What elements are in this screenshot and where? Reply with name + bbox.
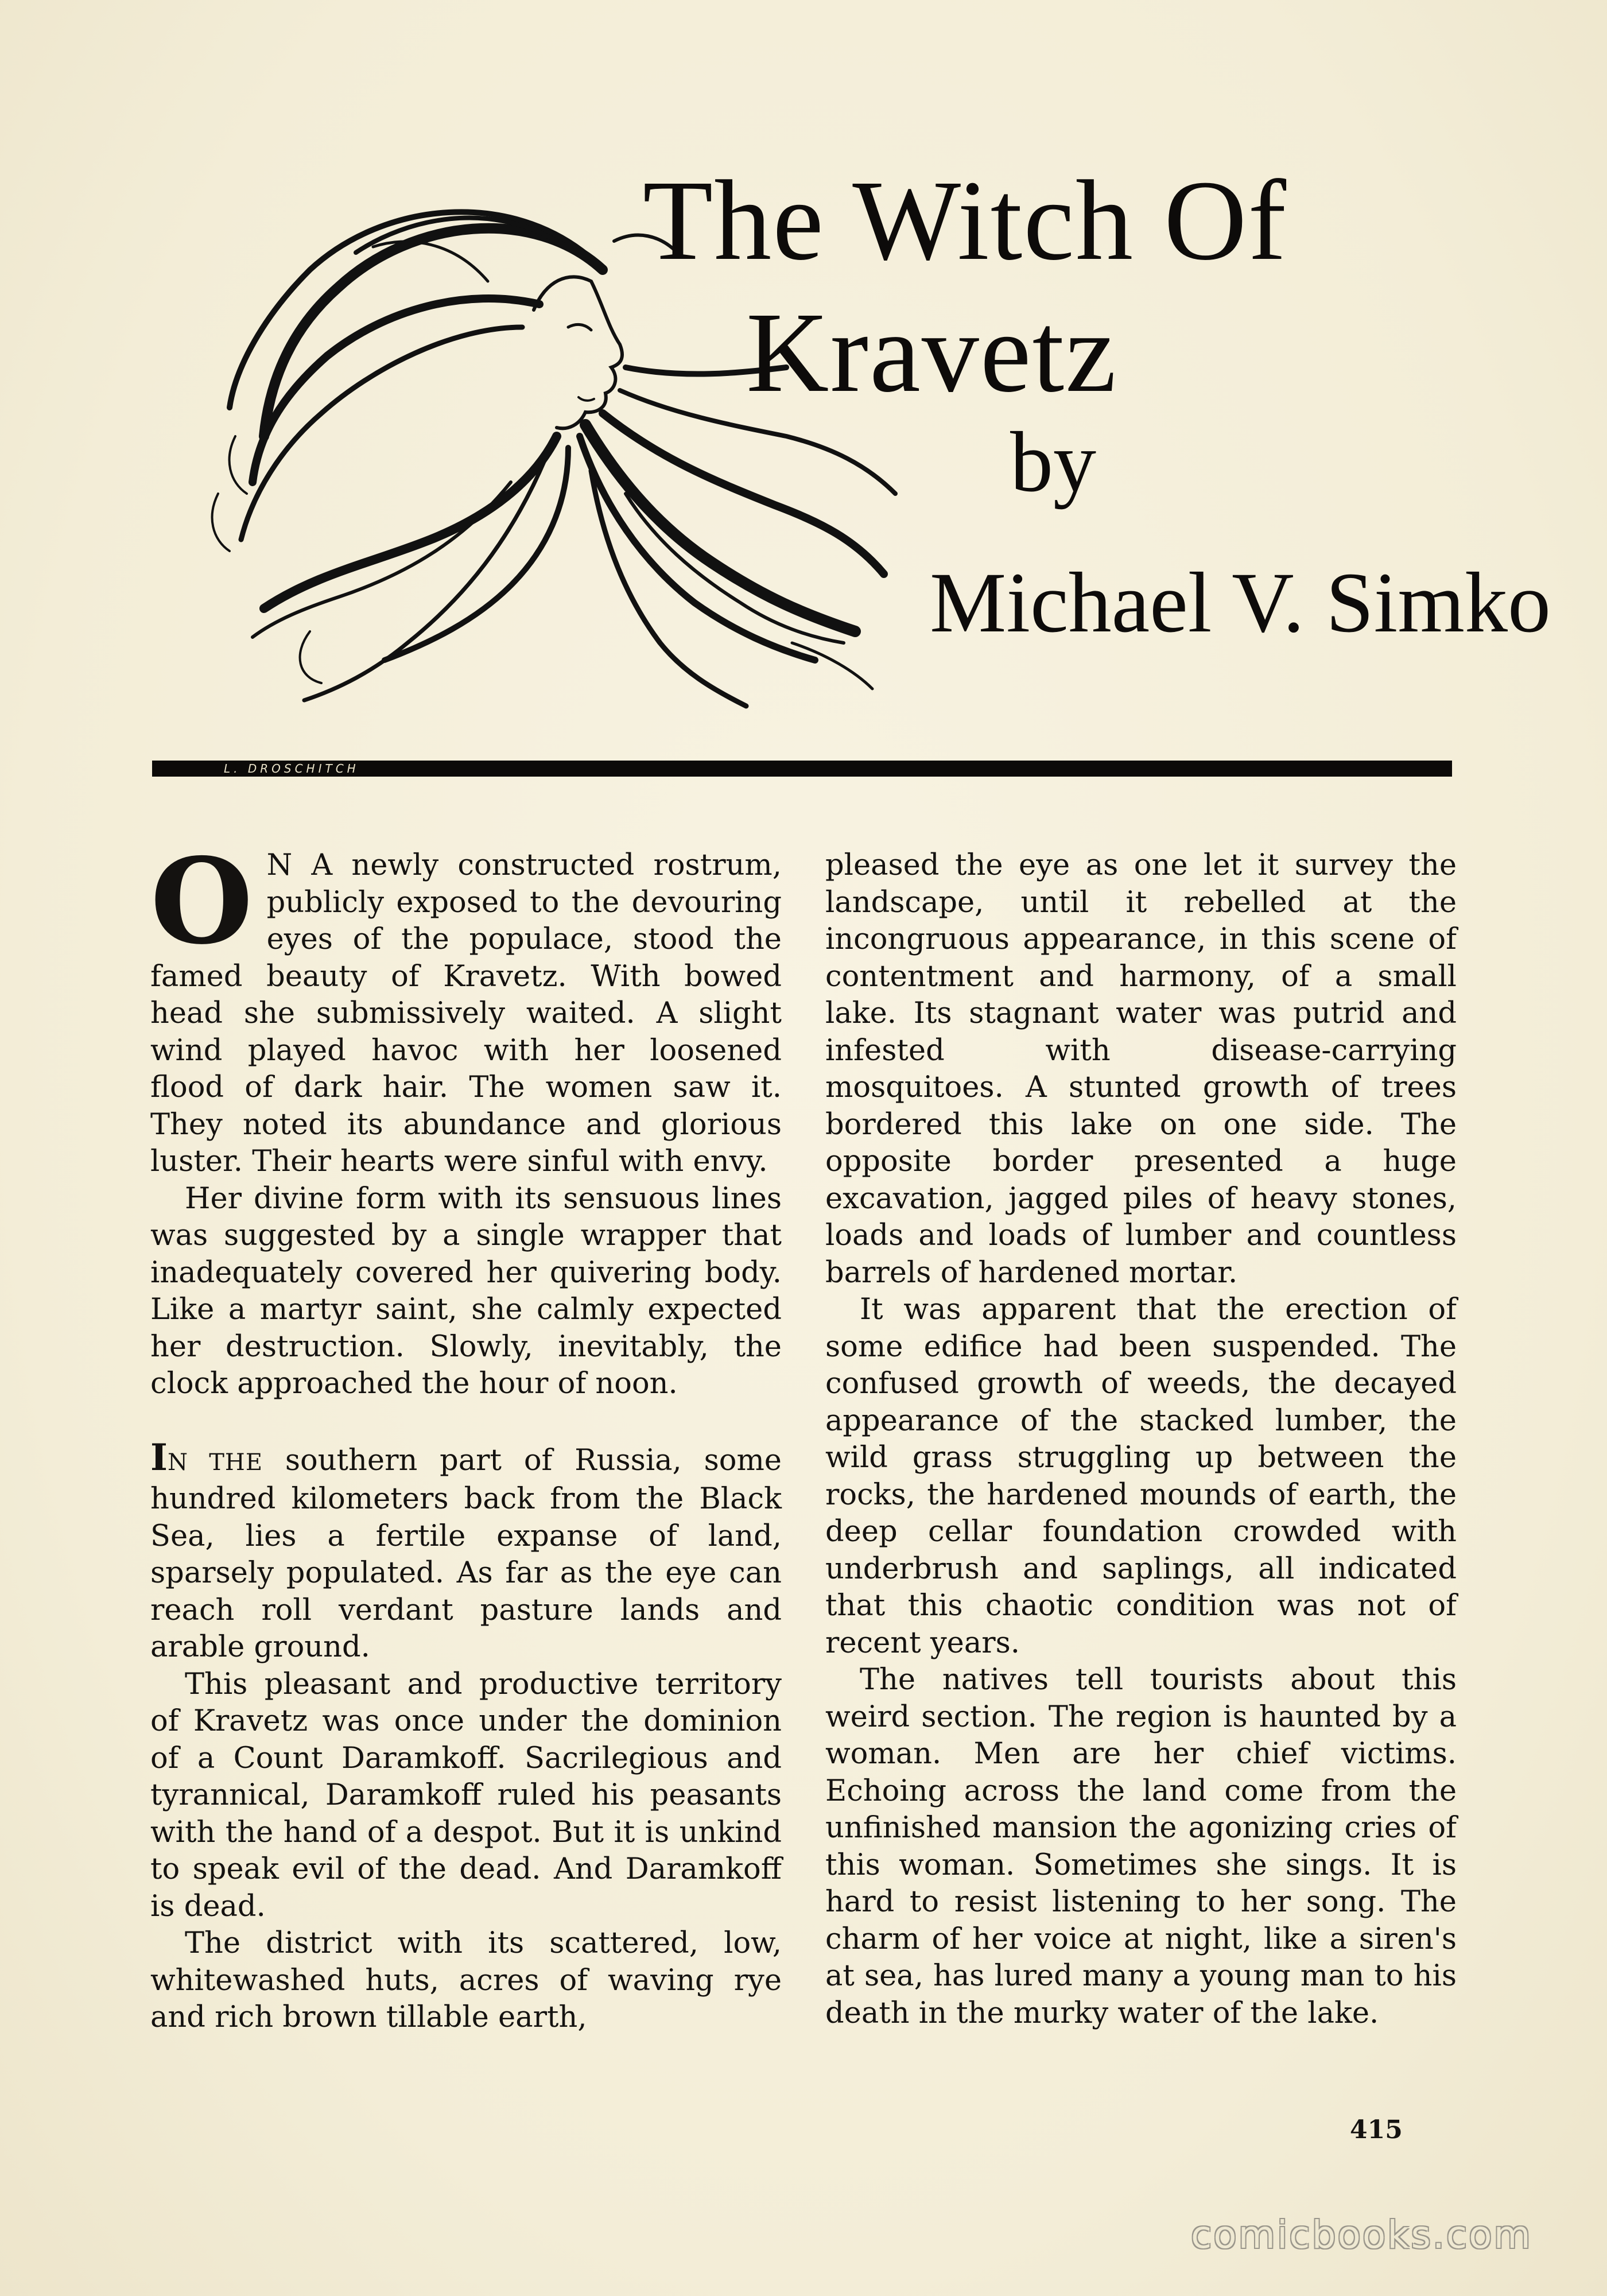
byline-author: Michael V. Simko xyxy=(930,555,1551,650)
right-column xyxy=(825,847,1457,2032)
byline-by: by xyxy=(1010,414,1096,510)
watermark: comicbooks.com xyxy=(1191,2213,1532,2257)
title-line-2: Kravetz xyxy=(746,289,1117,416)
paragraph: This pleasant and productive territory of Kravetz was once under the dominion of a Count Daramkoff. Sacrilegious and tyrannical, Daramkoff ruled his peasants with the hand of a despot. But it is unkind to speak evil of the dead. And Daramkoff is dead. xyxy=(150,1667,782,1923)
paragraph: pleased the eye as one let it survey the landscape, until it rebelled at the incongruous appearance, in this scene of contentment and harmony, of a small lake. Its stagnant water was putrid and infested with disease-carrying mosquitoes. A stunted growth of trees bordered this lake on one side. The opposite border presented a huge excavation, jagged piles of heavy stones, loads and loads of lumber and countless barrels of hardened mortar. xyxy=(825,848,1457,1290)
drop-cap: O xyxy=(150,833,253,971)
left-column xyxy=(150,833,782,2037)
title-line-1: The Witch Of xyxy=(643,157,1288,284)
paragraph: Her divine form with its sensuous lines was suggested by a single wrapper that inadequately covered her quivering body. Like a martyr saint, she calmly expected her destruction. Slowly, inevitably, the clock approached the hour of noon. xyxy=(150,1181,782,1401)
artist-signature: L. DROSCHITCH xyxy=(224,762,359,775)
paragraph: The district with its scattered, low, whitewashed huts, acres of waving rye and rich brown tillable earth, xyxy=(150,1926,782,2034)
paragraph: It was apparent that the erection of some edifice had been suspended. The confused growth of weeds, the decayed appearance of the stacked lumber, the wild grass struggling up between the rocks, the hardened mounds of earth, the deep cellar foundation crowded with underbrush and saplings, all indicated that this chaotic condition was not of recent years. xyxy=(825,1293,1457,1660)
paragraph: The natives tell tourists about this weird section. The region is haunted by a woman. Men are her chief victims. Echoing across the land come from the unfinished mansion the agonizing cries of this woman. Sometimes she sings. It is hard to resist listening to her song. The charm of her voice at night, like a siren's at sea, has lured many a young man to his death in the murky water of the lake. xyxy=(825,1663,1457,2030)
paragraph-text: southern part of Russia, some hundred kilometers back from the Black Sea, lies a fertile expanse of land, sparsely populated. As far as the eye can reach roll verdant pasture lands and arable ground. xyxy=(150,1443,782,1664)
section-paragraph xyxy=(150,1436,782,1666)
initial-letter: I xyxy=(150,1436,168,1479)
page-number: 415 xyxy=(1350,2115,1403,2144)
small-caps: N THE xyxy=(167,1449,263,1476)
paragraph xyxy=(150,833,782,1181)
paragraph-text: N A newly constructed rostrum, publicly exposed to the devouring eyes of the populace, stood the famed beauty of Kravetz. With bowed head she submissively waited. A slight wind played havoc with her loosened flood of dark hair. The women saw it. They noted its abundance and glorious luster. Their hearts were sinful with envy. xyxy=(150,848,782,1178)
